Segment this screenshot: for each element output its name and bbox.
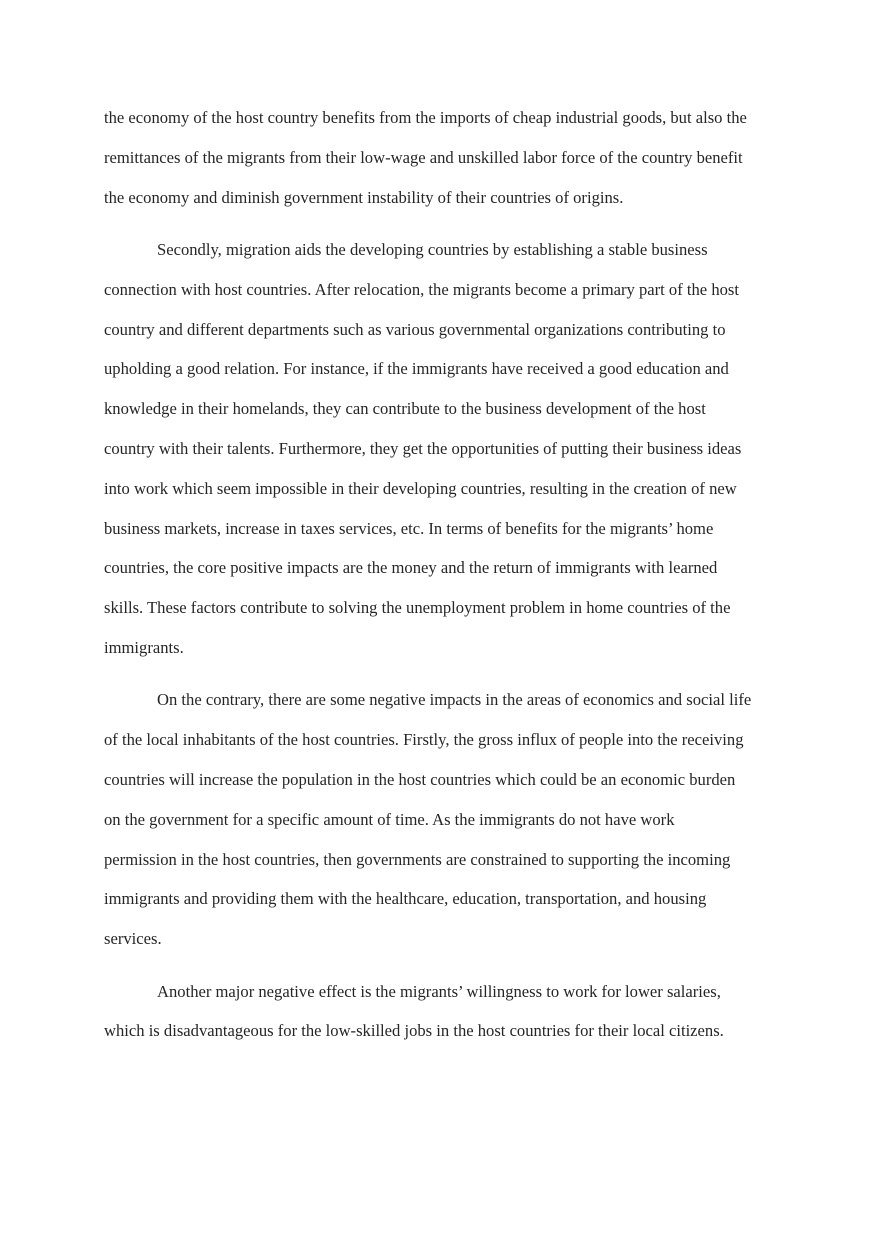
paragraph-negative-impacts xyxy=(104,680,782,959)
text-line: knowledge in their homelands, they can contribute to the business development of the host xyxy=(104,399,706,419)
text-line: business markets, increase in taxes services, etc. In terms of benefits for the migrants’ home xyxy=(104,518,714,538)
paragraph-lower-salaries xyxy=(104,972,782,1052)
text-line: connection with host countries. After relocation, the migrants become a primary part of the host xyxy=(104,279,739,299)
text-line: On the contrary, there are some negative impacts in the areas of economics and social life xyxy=(157,690,752,710)
text-line: the economy of the host country benefits from the imports of cheap industrial goods, but also the xyxy=(104,108,747,127)
text-line: remittances of the migrants from their low-wage and unskilled labor force of the country benefit xyxy=(104,147,743,167)
text-line: countries will increase the population in the host countries which could be an economic burden xyxy=(104,769,736,789)
text-line: country and different departments such as various governmental organizations contributing to xyxy=(104,319,726,339)
text-line: Secondly, migration aids the developing countries by establishing a stable business xyxy=(157,239,708,259)
text-line: of the local inhabitants of the host countries. Firstly, the gross influx of people into the receiving xyxy=(104,730,744,750)
text-line: Another major negative effect is the migrants’ willingness to work for lower salaries, xyxy=(157,981,721,1001)
text-line: the economy and diminish government instability of their countries of origins. xyxy=(104,187,624,207)
text-line: immigrants. xyxy=(104,637,184,657)
text-line: services. xyxy=(104,929,162,949)
text-line: skills. These factors contribute to solving the unemployment problem in home countries of the xyxy=(104,598,731,618)
text-line: into work which seem impossible in their developing countries, resulting in the creation of new xyxy=(104,478,737,498)
paragraph-continuation xyxy=(104,98,782,217)
text-line: upholding a good relation. For instance, if the immigrants have received a good education and xyxy=(104,359,729,379)
text-line: country with their talents. Furthermore, they get the opportunities of putting their business ideas xyxy=(104,438,742,458)
paragraph-business-connection xyxy=(104,230,782,668)
text-line: countries, the core positive impacts are the money and the return of immigrants with learned xyxy=(104,558,718,578)
text-line: permission in the host countries, then governments are constrained to supporting the incoming xyxy=(104,849,731,869)
text-line: on the government for a specific amount of time. As the immigrants do not have work xyxy=(104,809,675,829)
text-line: immigrants and providing them with the healthcare, education, transportation, and housing xyxy=(104,889,707,909)
body-text xyxy=(104,98,782,1051)
text-line: which is disadvantageous for the low-skilled jobs in the host countries for their local citizens. xyxy=(104,1021,724,1041)
